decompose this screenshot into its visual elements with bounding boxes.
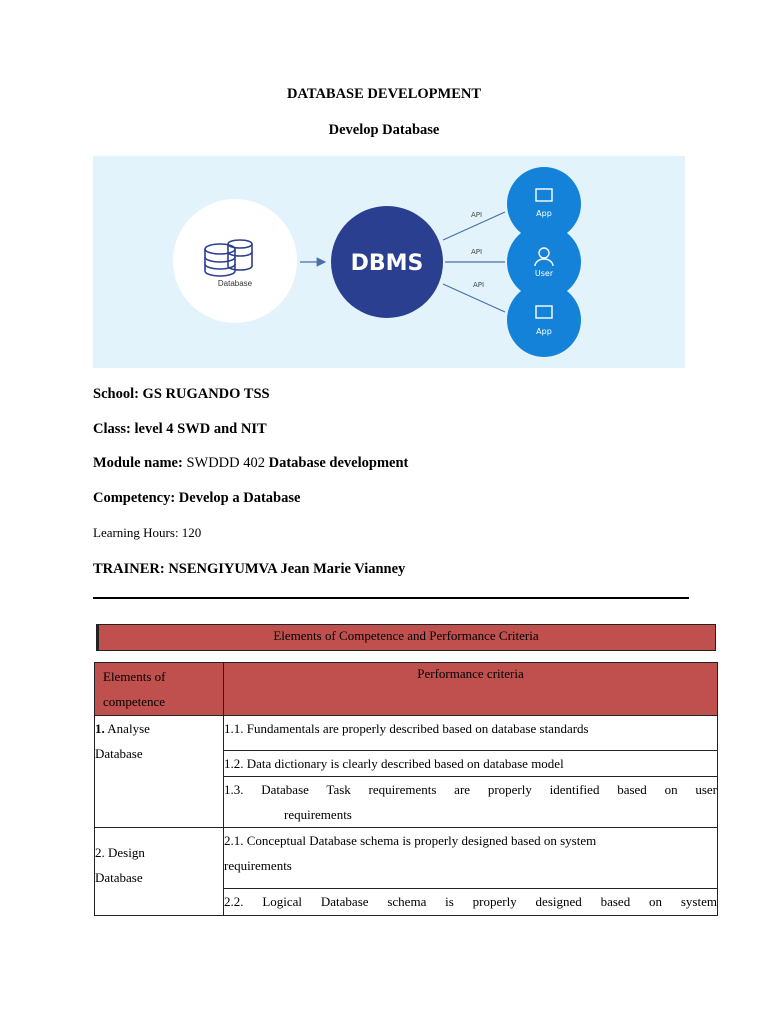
element-2-line2: Database xyxy=(95,870,143,885)
trainer-label: TRAINER: xyxy=(93,561,165,577)
school-value: GS RUGANDO TSS xyxy=(142,386,270,402)
banner-edge xyxy=(96,624,99,651)
school-line xyxy=(93,386,270,403)
criteria-1-3-line1: 1.3. Database Task requirements are properly identified based on user xyxy=(224,782,717,797)
criteria-2-2-line1: 2.2. Logical Database schema is properly designed based on system xyxy=(224,894,717,909)
competency-label: Competency: xyxy=(93,490,176,506)
document-subtitle: Develop Database xyxy=(328,122,440,138)
trainer-line xyxy=(93,561,405,578)
class-line xyxy=(93,421,267,438)
api-label: API xyxy=(471,248,483,256)
element-2-cell xyxy=(95,828,224,916)
class-value: level 4 SWD and NIT xyxy=(134,421,267,437)
learning-hours: Learning Hours: 120 xyxy=(93,525,202,540)
api-label: API xyxy=(471,211,483,219)
criteria-1-2: 1.2. Data dictionary is clearly described based on database model xyxy=(224,751,718,777)
class-label: Class: xyxy=(93,421,131,437)
module-code: SWDDD 402 xyxy=(186,455,265,471)
header-elements xyxy=(95,663,224,716)
element-1-name: Analyse xyxy=(107,721,150,736)
api-label: API xyxy=(473,281,485,289)
horizontal-rule xyxy=(93,597,689,599)
competency-value: Develop a Database xyxy=(178,490,301,506)
element-2-line1: 2. Design xyxy=(95,845,145,860)
app-label: App xyxy=(536,327,552,336)
header-criteria: Performance criteria xyxy=(224,663,718,716)
dbms-node xyxy=(331,206,443,318)
dbms-diagram xyxy=(93,156,685,368)
database-node xyxy=(173,199,297,323)
header-elements-line2: competence xyxy=(103,694,166,709)
table-row xyxy=(95,716,718,751)
table-row xyxy=(95,828,718,889)
element-1-line2: Database xyxy=(95,746,143,761)
trainer-value: NSENGIYUMVA Jean Marie Vianney xyxy=(168,561,406,577)
app-node xyxy=(507,283,581,357)
criteria-1-3 xyxy=(224,777,718,828)
table-header-row xyxy=(95,663,718,716)
element-1-line1 xyxy=(95,716,223,741)
criteria-2-1 xyxy=(224,828,718,889)
criteria-2-1-line1: 2.1. Conceptual Database schema is properly designed based on system xyxy=(224,833,597,848)
element-1-cell xyxy=(95,716,224,828)
criteria-1-1: 1.1. Fundamentals are properly described based on database standards xyxy=(224,716,718,751)
document-title: DATABASE DEVELOPMENT xyxy=(286,86,482,102)
database-label: Database xyxy=(217,279,253,288)
competence-table xyxy=(94,662,718,916)
criteria-2-2 xyxy=(224,889,718,916)
module-value: Database development xyxy=(268,455,409,471)
app-label: App xyxy=(536,209,552,218)
element-1-number: 1. xyxy=(95,721,105,736)
dbms-label: DBMS xyxy=(350,251,424,276)
table-banner: Elements of Competence and Performance Criteria xyxy=(96,624,716,651)
module-label: Module name: xyxy=(93,455,183,471)
competency-line xyxy=(93,490,300,507)
header-elements-line1: Elements of xyxy=(103,669,166,684)
user-label: User xyxy=(534,269,554,278)
criteria-2-1-line2: requirements xyxy=(224,858,292,873)
module-line xyxy=(93,455,408,472)
criteria-1-3-line2: requirements xyxy=(284,807,352,822)
school-label: School: xyxy=(93,386,139,402)
